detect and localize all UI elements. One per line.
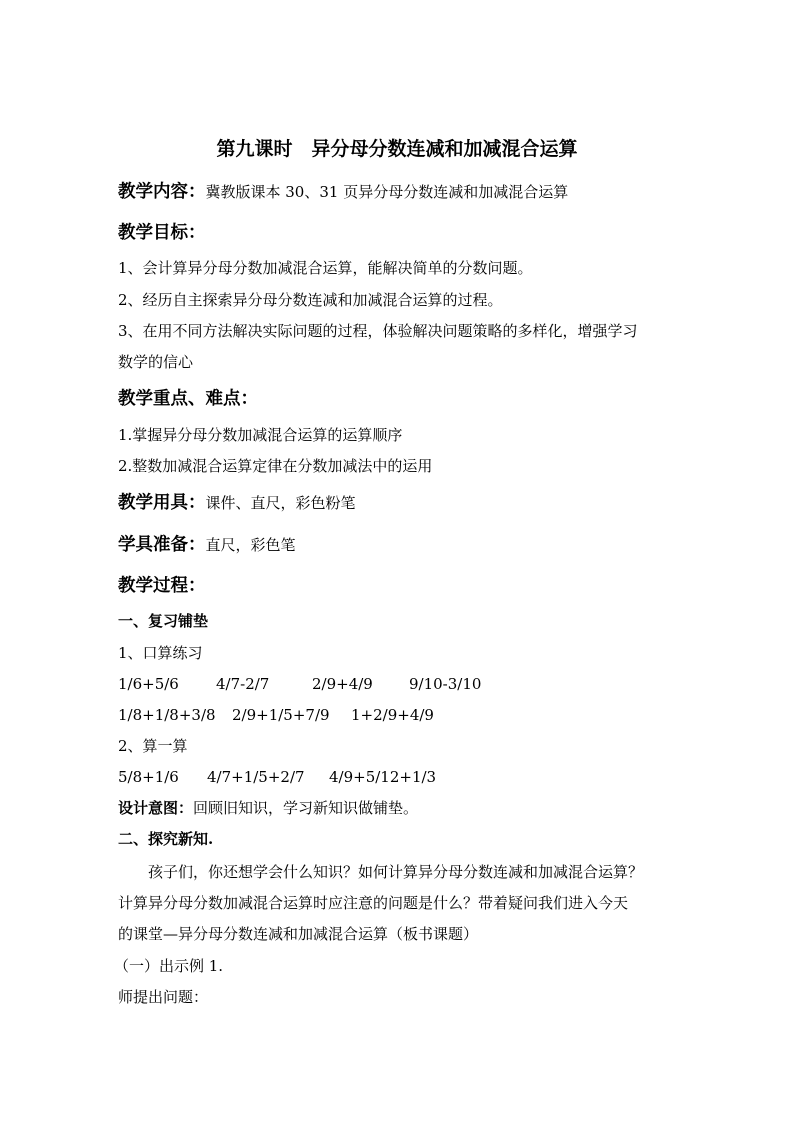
expression: 2/9+1/5+7/9 (232, 706, 330, 724)
expression: 4/9+5/12+1/3 (329, 768, 437, 786)
objective-item: 3、在用不同方法解决实际问题的过程，体验解决问题策略的多样化，增强学习 (118, 322, 638, 340)
calc-title: 2、算一算 (118, 737, 188, 755)
tools-line (118, 491, 356, 515)
student-prep-label: 学具准备： (118, 535, 206, 555)
expression: 4/7+1/5+2/7 (207, 768, 305, 786)
design-intent-text: 回顾旧知识，学习新知识做铺垫。 (193, 799, 419, 817)
expression: 5/8+1/6 (118, 768, 179, 786)
section1-heading: 一、复习铺垫 (118, 612, 209, 630)
key-point-item: 2.整数加减混合运算定律在分数加减法中的运用 (118, 457, 433, 475)
tools-text: 课件、直尺，彩色粉笔 (205, 494, 356, 512)
process-heading: 教学过程： (118, 576, 206, 596)
paragraph-line: 的课堂—异分母分数连减和加减混合运算（板书课题） (118, 925, 479, 943)
key-point-item: 1.掌握异分母分数加减混合运算的运算顺序 (118, 426, 403, 444)
student-prep-text: 直尺，彩色笔 (205, 536, 296, 554)
design-intent-line (118, 798, 418, 818)
section2-heading: 二、探究新知. (118, 830, 214, 848)
expression: 1+2/9+4/9 (351, 706, 434, 724)
objective-item: 2、经历自主探索异分母分数连减和加减混合运算的过程。 (118, 291, 503, 309)
objective-item: 1、会计算异分母分数加减混合运算，能解决简单的分数问题。 (118, 259, 533, 277)
example-line: （一）出示例 1. (114, 957, 224, 975)
teacher-question-line: 师提出问题： (118, 988, 209, 1006)
content-line (118, 180, 568, 204)
student-prep-line (118, 533, 296, 557)
tools-label: 教学用具： (118, 493, 206, 513)
content-text: 冀教版课本 30、31 页异分母分数连减和加减混合运算 (205, 183, 569, 201)
page-title: 第九课时 异分母分数连减和加减混合运算 (216, 138, 578, 160)
paragraph-line: 孩子们，你还想学会什么知识？如何计算异分母分数连减和加减混合运算？ (148, 863, 644, 881)
paragraph-line: 计算异分母分数加减混合运算时应注意的问题是什么？带着疑问我们进入今天 (118, 894, 629, 912)
content-label: 教学内容： (118, 182, 206, 202)
design-intent-label: 设计意图： (118, 799, 194, 817)
key-points-heading: 教学重点、难点： (118, 389, 258, 409)
objectives-heading: 教学目标： (118, 223, 206, 243)
oral-practice-title: 1、口算练习 (118, 644, 203, 662)
expression: 1/6+5/6 (118, 675, 179, 693)
objective-item: 数学的信心 (118, 353, 194, 371)
expression: 4/7-2/7 (216, 675, 270, 693)
expression: 9/10-3/10 (409, 675, 482, 693)
expression: 2/9+4/9 (312, 675, 373, 693)
expression: 1/8+1/8+3/8 (118, 706, 216, 724)
